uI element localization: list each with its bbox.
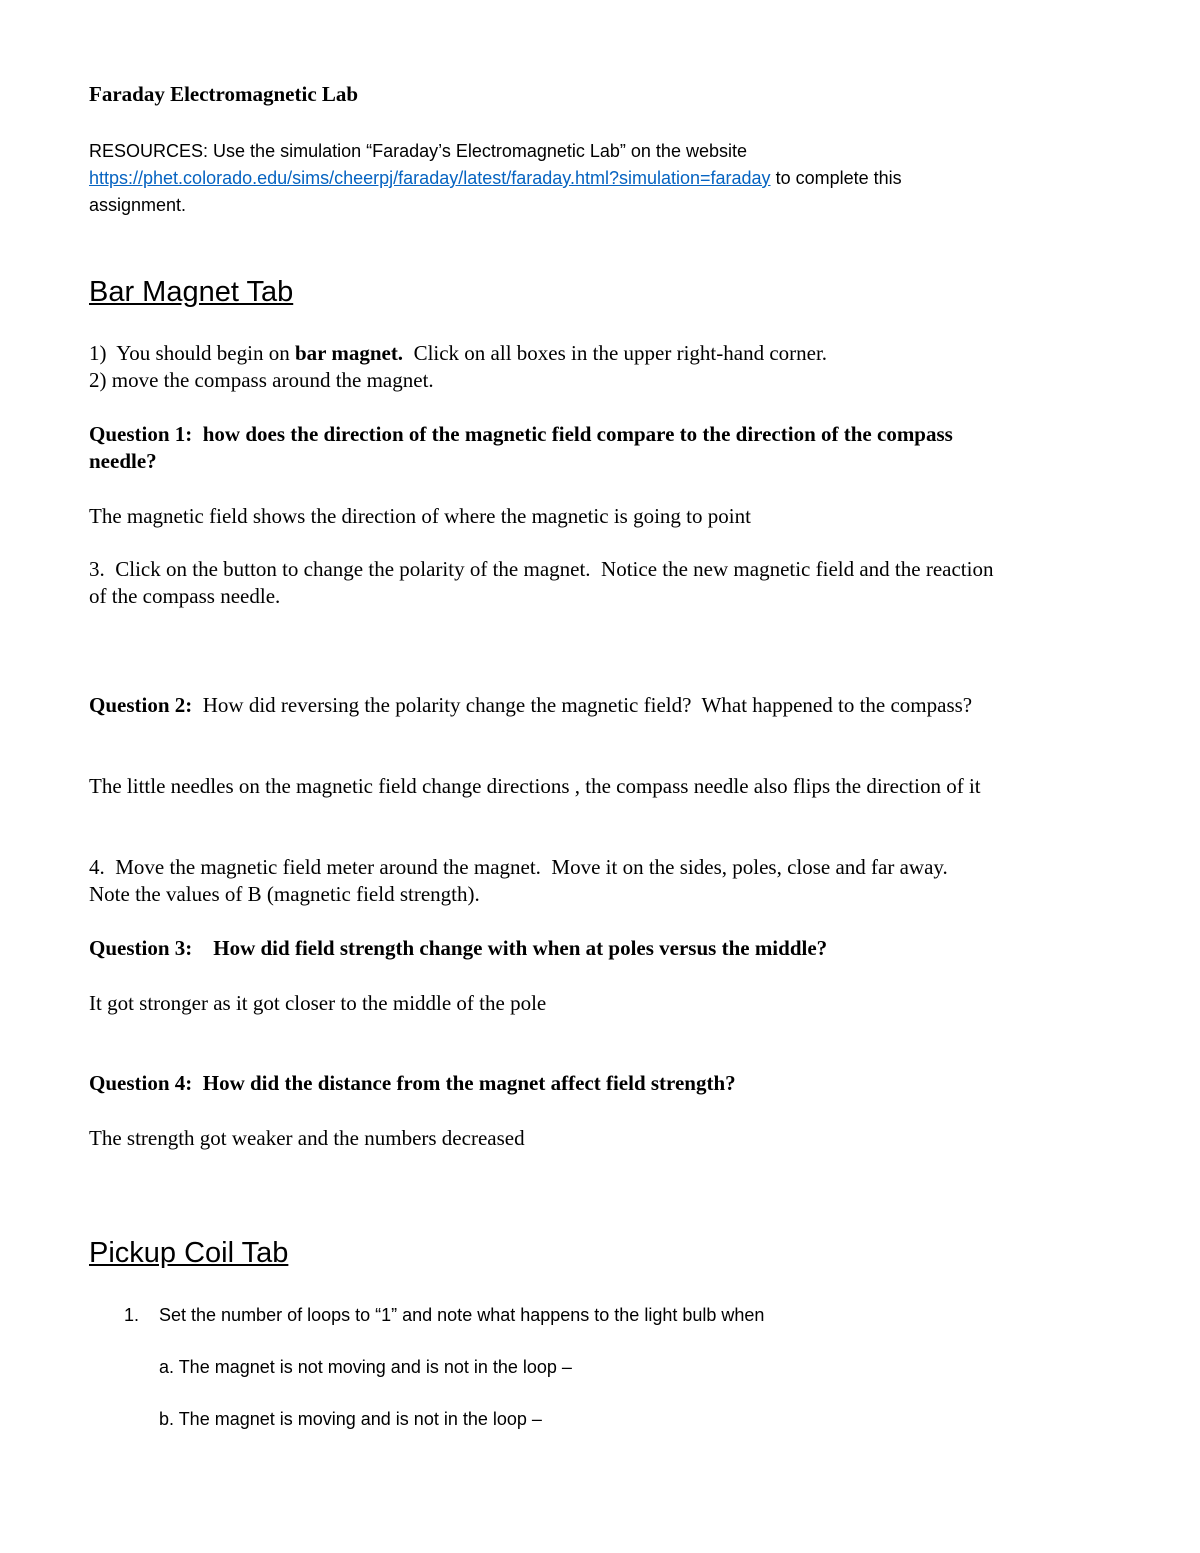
answer-4: The strength got weaker and the numbers decreased xyxy=(89,1126,525,1150)
question-1-line-1: Question 1: how does the direction of the magnetic field compare to the direction of the compass xyxy=(89,422,953,446)
answer-2: The little needles on the magnetic field change directions , the compass needle also flips the direction of it xyxy=(89,774,981,798)
step-1-bold: bar magnet. xyxy=(294,341,404,365)
step-1 xyxy=(89,341,827,366)
bar-magnet-heading: Bar Magnet Tab xyxy=(89,276,294,308)
simulation-link[interactable]: https://phet.colorado.edu/sims/cheerpj/faraday/latest/faraday.html?simulation=faraday xyxy=(89,168,771,188)
pickup-item-a: a. The magnet is not moving and is not in the loop – xyxy=(159,1357,572,1377)
resources-link-line xyxy=(89,168,902,190)
document-title: Faraday Electromagnetic Lab xyxy=(89,82,359,106)
resources-intro: Use the simulation “Faraday’s Electromagnetic Lab” on the website xyxy=(213,141,747,161)
question-2-label: Question 2: xyxy=(89,693,193,717)
resources-line xyxy=(89,141,747,163)
question-4: Question 4: How did the distance from the magnet affect field strength? xyxy=(89,1071,736,1095)
step-1-prefix: 1) You should begin on xyxy=(89,341,295,365)
pickup-item-b: b. The magnet is moving and is not in the loop – xyxy=(159,1409,542,1429)
question-2 xyxy=(89,693,972,718)
step-1-suffix: Click on all boxes in the upper right-hand corner. xyxy=(403,341,828,365)
answer-3: It got stronger as it got closer to the middle of the pole xyxy=(89,991,547,1015)
step-3-line-1: 3. Click on the button to change the polarity of the magnet. Notice the new magnetic field and the reaction xyxy=(89,557,994,581)
resources-end: assignment. xyxy=(89,195,187,215)
pickup-coil-heading: Pickup Coil Tab xyxy=(89,1237,289,1269)
pickup-item-1-text: Set the number of loops to “1” and note what happens to the light bulb when xyxy=(159,1305,765,1325)
step-4-line-2: Note the values of B (magnetic field strength). xyxy=(89,882,480,906)
resources-after-url: to complete this xyxy=(775,168,902,188)
step-3-line-2: of the compass needle. xyxy=(89,584,281,608)
step-2: 2) move the compass around the magnet. xyxy=(89,368,434,392)
step-4-line-1: 4. Move the magnetic field meter around the magnet. Move it on the sides, poles, close and far away. xyxy=(89,855,948,879)
question-2-text: How did reversing the polarity change the magnetic field? What happened to the compass? xyxy=(192,693,973,717)
question-1-line-2: needle? xyxy=(89,449,157,473)
answer-1: The magnetic field shows the direction of where the magnetic is going to point xyxy=(89,504,751,528)
resources-label: RESOURCES: xyxy=(89,141,209,161)
question-3: Question 3: How did field strength change with when at poles versus the middle? xyxy=(89,936,828,960)
pickup-item-1-number: 1. xyxy=(124,1305,140,1325)
